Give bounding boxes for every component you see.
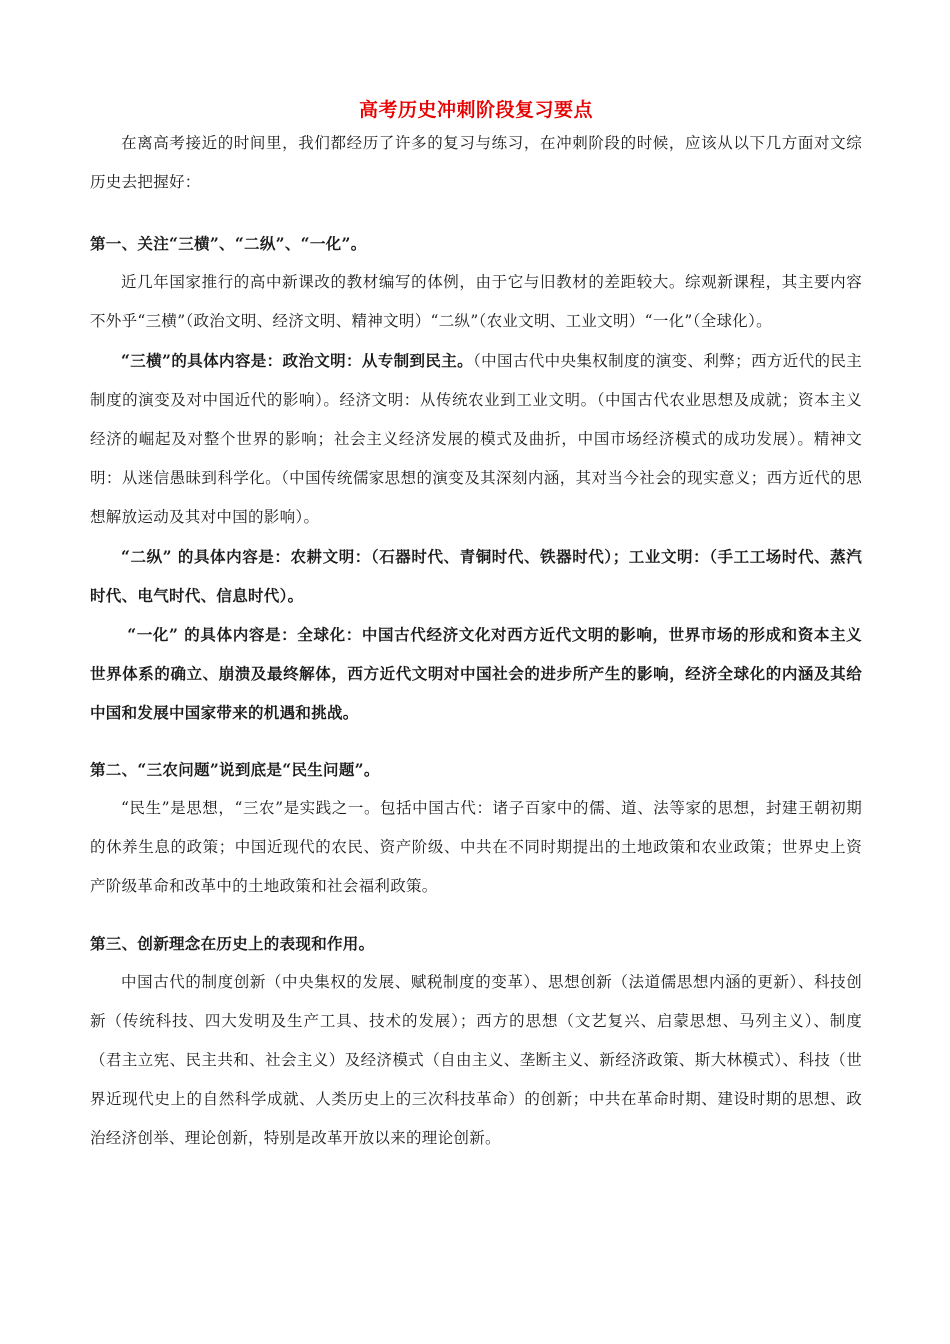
section-1-paragraph-2-body: （中国古代中央集权制度的演变、利弊；西方近代的民主制度的演变及对中国近代的影响）。经济文明：从传统农业到工业文明。（中国古代农业思想及成就；资本主义经济的崛起及对整个世界的影响；社会主义经济发展的模式及曲折，中国市场经济模式的成功发展）。精神文明：从迷信愚昧到科学化。（中国传统儒家思想的演变及其深刻内涵，其对当今社会的现实意义；西方近代的思想解放运动及其对中国的影响）。: [90, 352, 862, 526]
section-1-heading: 第一、关注“三横”、“二纵”、“一化”。: [90, 234, 367, 253]
section-3-heading: 第三、创新理念在历史上的表现和作用。: [90, 934, 375, 953]
section-1-paragraph-2-lead: “三横”的具体内容是：政治文明：从专制到民主。: [121, 351, 473, 370]
spacer: [90, 732, 862, 750]
spacer: [90, 906, 862, 924]
intro-paragraph: 在离高考接近的时间里，我们都经历了许多的复习与练习，在冲刺阶段的时候，应该从以下几方面对文综历史去把握好：: [90, 134, 862, 191]
spacer: [90, 202, 862, 224]
section-1-paragraph-4: “一化” 的具体内容是：全球化：中国古代经济文化对西方近代文明的影响，世界市场的形成和资本主义世界体系的确立、崩溃及最终解体，西方近代文明对中国社会的进步所产生的影响，经济全球化的内涵及其给中国和发展中国家带来的机遇和挑战。: [90, 625, 862, 722]
section-1-paragraph-3: “二纵” 的具体内容是：农耕文明：（石器时代、青铜时代、铁器时代）；工业文明：（手工工场时代、蒸汽时代、电气时代、信息时代）。: [90, 547, 862, 605]
section-3-paragraph-1: 中国古代的制度创新（中央集权的发展、赋税制度的变革）、思想创新（法道儒思想内涵的更新）、科技创新（传统科技、四大发明及生产工具、技术的发展）；西方的思想（文艺复兴、启蒙思想、马列主义）、制度（君主立宪、民主共和、社会主义）及经济模式（自由主义、垄断主义、新经济政策、斯大林模式）、科技（世界近现代史上的自然科学成就、人类历史上的三次科技革命）的创新；中共在革命时期、建设时期的思想、政治经济创举、理论创新，特别是改革开放以来的理论创新。: [90, 973, 862, 1147]
section-1-paragraph-1: 近几年国家推行的高中新课改的教材编写的体例，由于它与旧教材的差距较大。综观新课程，其主要内容不外乎“三横”（政治文明、经济文明、精神文明）“二纵”（农业文明、工业文明）“一化”（全球化）。: [90, 273, 862, 330]
section-1-paragraph-2: [90, 341, 862, 537]
page-title: 高考历史冲刺阶段复习要点: [358, 99, 593, 121]
document-page: [90, 96, 862, 1158]
section-2-heading: 第二、“三农问题”说到底是“民生问题”。: [90, 760, 380, 779]
section-2-paragraph-1: “民生”是思想，“三农”是实践之一。包括中国古代：诸子百家中的儒、道、法等家的思想，封建王朝初期的休养生息的政策；中国近现代的农民、资产阶级、中共在不同时期提出的土地政策和农业政策；世界史上资产阶级革命和改革中的土地政策和社会福利政策。: [90, 799, 862, 895]
